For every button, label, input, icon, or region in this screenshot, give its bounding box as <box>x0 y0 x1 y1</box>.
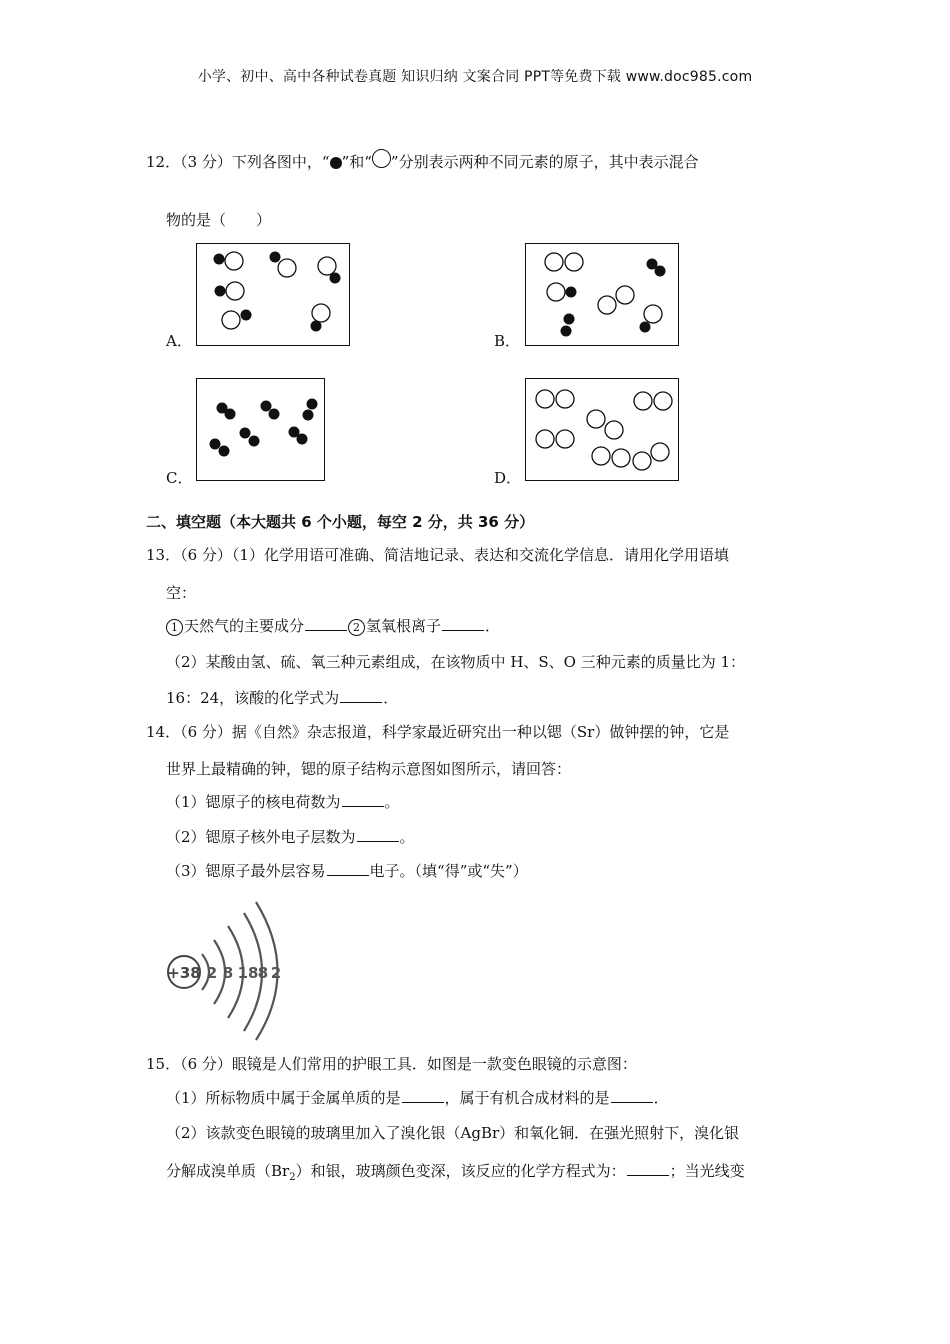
answer-blank[interactable] <box>442 616 484 631</box>
shell-3-electrons: 18 <box>237 964 259 982</box>
circled-number-1: 1 <box>166 619 183 636</box>
answer-blank[interactable] <box>340 688 382 703</box>
answer-blank[interactable] <box>402 1088 444 1103</box>
q15-line1: 15．（6 分）眼镜是人们常用的护眼工具．如图是一款变色眼镜的示意图： <box>146 1055 637 1073</box>
option-b-diagram[interactable] <box>525 243 679 346</box>
molecule-diagram-a <box>197 244 349 345</box>
q15-line2: （1）所标物质中属于金属单质的是 ，属于有机合成材料的是 ． <box>166 1089 669 1107</box>
q12-line1: 12．（3 分）下列各图中，“ ”和“ ”分别表示两种不同元素的原子，其中表示混合 <box>146 152 699 173</box>
option-a-label[interactable]: A． <box>166 332 192 350</box>
nucleus-charge: +38 <box>167 964 201 982</box>
circled-number-2: 2 <box>348 619 365 636</box>
answer-blank[interactable] <box>342 792 384 807</box>
option-d-diagram[interactable] <box>525 378 679 481</box>
option-a-diagram[interactable] <box>196 243 350 346</box>
q13-line1: 13．（6 分）（1）化学用语可准确、简洁地记录、表达和交流化学信息．请用化学用语填 <box>146 546 729 564</box>
answer-blank[interactable] <box>627 1161 669 1176</box>
shell-5-electrons: 2 <box>270 964 282 982</box>
q14-line4: （2）锶原子核外电子层数为 。 <box>166 828 415 846</box>
answer-blank[interactable] <box>327 861 369 876</box>
filled-circle-icon <box>330 157 342 169</box>
answer-blank[interactable] <box>357 827 399 842</box>
q13-line3: 1 天然气的主要成分 2 氢氧根离子 ． <box>166 616 500 636</box>
q13-line4: （2）某酸由氢、硫、氧三种元素组成，在该物质中 H、S、O 三种元素的质量比为 1： <box>166 653 746 671</box>
option-c-diagram[interactable] <box>196 378 325 481</box>
section-title: 二、填空题（本大题共 6 个小题，每空 2 分，共 36 分） <box>146 513 535 531</box>
option-c-label[interactable]: C． <box>166 469 193 487</box>
option-b-label[interactable]: B． <box>494 332 521 350</box>
atom-shells-svg <box>164 898 294 1043</box>
q13-line5: 16：24，该酸的化学式为 ． <box>166 689 399 707</box>
open-circle-icon <box>372 149 391 168</box>
answer-blank[interactable] <box>611 1088 653 1103</box>
molecule-diagram-b <box>526 244 678 345</box>
page-header: 小学、初中、高中各种试卷真题 知识归纳 文案合同 PPT等免费下载 www.doc985.com <box>197 69 753 85</box>
shell-1-electrons: 2 <box>206 964 218 982</box>
q12-line2: 物的是（ ） <box>166 211 272 229</box>
molecule-diagram-d <box>526 379 678 480</box>
q15-line4: 分解成溴单质$(Br_2)$和银，玻璃颜色变深，该反应的化学方程式为： ；当光线变 <box>166 1162 745 1183</box>
shell-4-electrons: 8 <box>257 964 269 982</box>
option-d-label[interactable]: D． <box>494 469 522 487</box>
q14-line3: （1）锶原子的核电荷数为 。 <box>166 793 400 811</box>
q14-line2: 世界上最精确的钟，锶的原子结构示意图如图所示，请回答： <box>166 760 572 778</box>
atom-structure-diagram <box>164 898 294 1043</box>
q14-line5: （3）锶原子最外层容易 电子。（填“得”或“失”） <box>166 862 528 880</box>
molecule-diagram-c <box>197 379 324 480</box>
answer-blank[interactable] <box>305 616 347 631</box>
shell-2-electrons: 8 <box>222 964 234 982</box>
q15-line3: （2）该款变色眼镜的玻璃里加入了溴化银（AgBr）和氧化铜．在强光照射下，溴化银 <box>166 1124 740 1142</box>
q13-line2: 空： <box>166 584 197 602</box>
q14-line1: 14．（6 分）据《自然》杂志报道，科学家最近研究出一种以锶（Sr）做钟摆的钟，它是 <box>146 723 730 741</box>
